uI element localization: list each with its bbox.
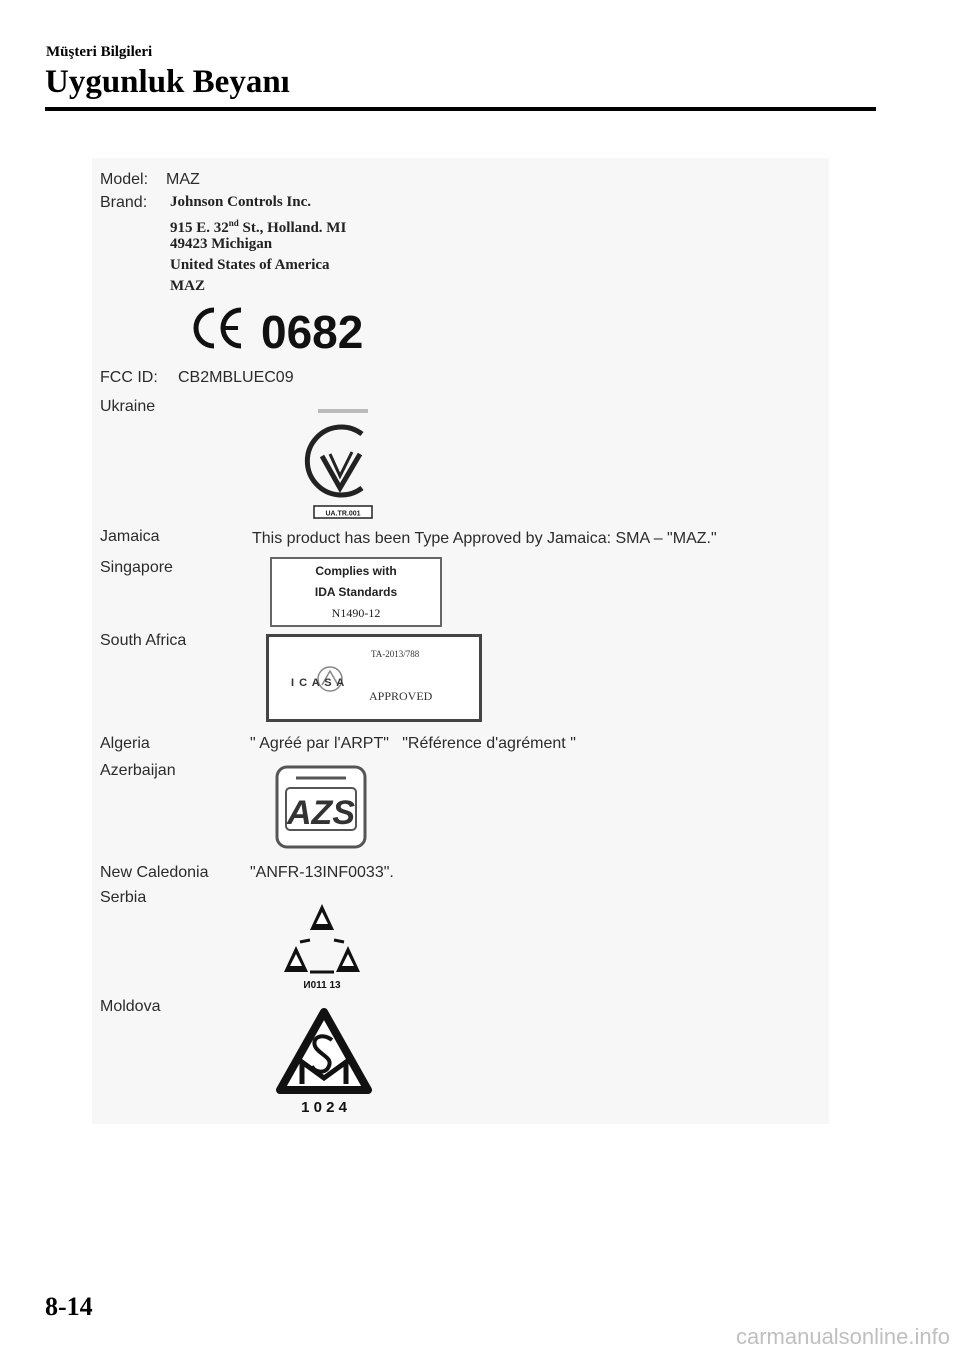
jamaica-approval-text: This product has been Type Approved by Jamaica: SMA – "MAZ." <box>252 530 717 547</box>
ce-notified-body-number: 0682 <box>261 306 364 356</box>
watermark: carmanualsonline.info <box>735 1324 950 1349</box>
icasa-org-name: I C A S A <box>291 677 346 689</box>
icasa-status: APPROVED <box>369 689 433 703</box>
page-title: Uygunluk Beyanı <box>45 64 290 100</box>
icasa-approval-code: TA-2013/788 <box>371 649 420 659</box>
brand-line-zip: 49423 Michigan <box>170 236 273 252</box>
singapore-mark-line-3: N1490-12 <box>331 606 381 620</box>
brand-street-number: 915 E. 32 <box>170 220 229 236</box>
azerbaijan-label: Azerbaijan <box>100 762 176 779</box>
brand-label: Brand: <box>100 194 148 211</box>
ukraine-mark-code: UA.TR.001 <box>325 510 361 518</box>
singapore-mark-line-1: Complies with <box>315 564 397 578</box>
serbia-conformity-mark-icon <box>276 900 368 992</box>
new-caledonia-approval-text: "ANFR-13INF0033". <box>250 864 394 881</box>
brand-street-rest: St., Holland. MI <box>238 220 347 236</box>
moldova-mark-code: 1 0 2 4 <box>301 1099 347 1116</box>
singapore-ida-mark <box>270 557 442 627</box>
fcc-label: FCC ID: <box>100 369 158 386</box>
singapore-label: Singapore <box>100 559 173 576</box>
moldova-label: Moldova <box>100 998 161 1015</box>
south-africa-label: South Africa <box>100 632 187 649</box>
algeria-label: Algeria <box>100 735 150 752</box>
brand-line-country: United States of America <box>170 257 330 273</box>
brand-street-superscript: nd <box>228 218 239 228</box>
fcc-value: CB2MBLUEC09 <box>178 369 294 386</box>
south-africa-icasa-mark <box>266 634 482 722</box>
ukraine-conformity-mark-icon <box>300 406 384 520</box>
new-caledonia-label: New Caledonia <box>100 864 209 881</box>
serbia-label: Serbia <box>100 889 147 906</box>
jamaica-label: Jamaica <box>100 528 160 545</box>
page-number: 8-14 <box>45 1292 93 1321</box>
title-divider <box>45 107 876 111</box>
azerbaijan-azs-mark-icon <box>274 764 368 850</box>
serbia-mark-code: И011 13 <box>303 980 341 991</box>
moldova-sm-mark-icon <box>272 1006 376 1118</box>
brand-line-company: Johnson Controls Inc. <box>170 194 312 210</box>
algeria-approval-text: " Agréé par l'ARPT" "Référence d'agrément " <box>250 735 576 752</box>
ukraine-label: Ukraine <box>100 398 156 415</box>
azs-mark-text: AZS <box>287 794 355 832</box>
brand-line-model: MAZ <box>170 278 205 294</box>
model-label: Model: <box>100 171 149 188</box>
section-label: Müşteri Bilgileri <box>46 44 153 60</box>
ce-mark-icon <box>186 300 381 356</box>
model-value: MAZ <box>166 171 200 188</box>
singapore-mark-line-2: IDA Standards <box>314 585 398 599</box>
